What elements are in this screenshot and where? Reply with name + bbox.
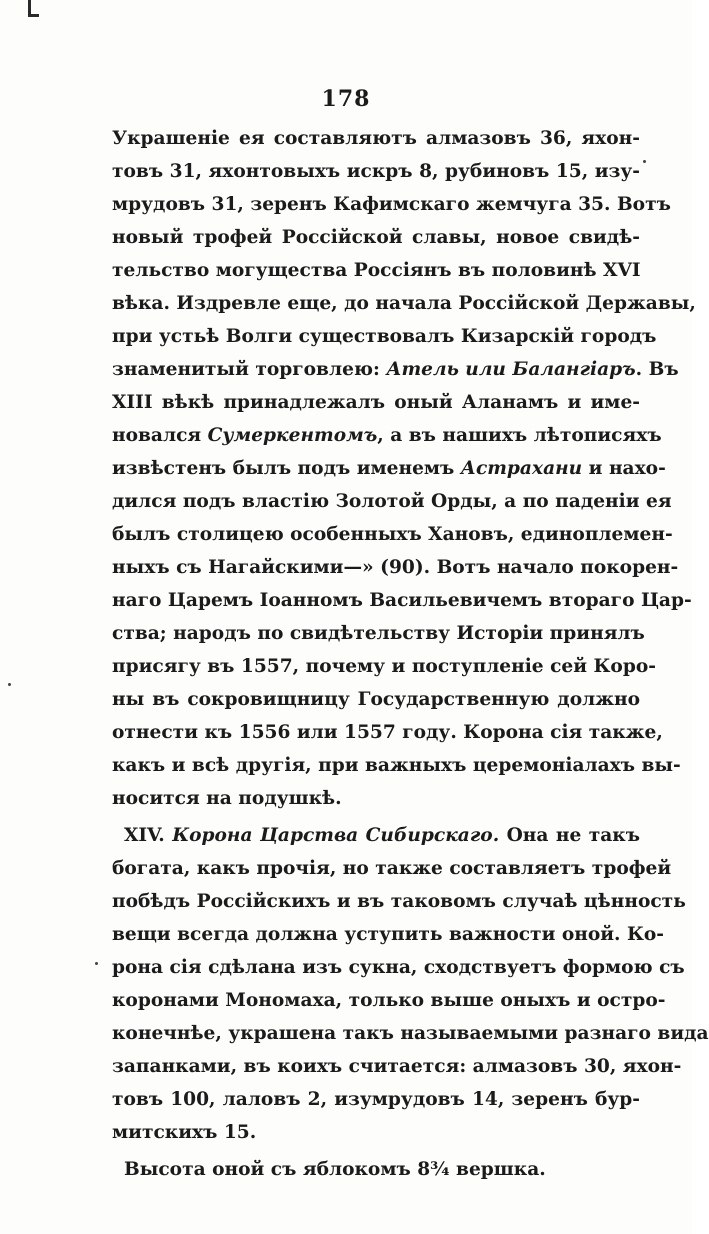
text-segment: ныхъ съ Нагайскими—» (90). Вотъ начало покорен- <box>112 557 679 578</box>
text-segment: товъ 31, яхонтовыхъ искръ 8, рубиновъ 15, изу- <box>112 161 640 182</box>
text-segment: знаменитый торговлею: <box>112 359 387 380</box>
text-line <box>112 984 666 1017</box>
text-segment: Высота оной съ яблокомъ 8¾ вершка. <box>124 1159 546 1180</box>
text-line <box>112 122 640 155</box>
page-edge-mark <box>28 0 39 17</box>
text-segment: ны въ сокровищницу Государственную должно <box>112 689 640 710</box>
text-line <box>112 1153 640 1186</box>
text-segment: носится на подушкѣ. <box>112 788 342 809</box>
text-line <box>112 918 665 951</box>
text-segment: Она не такъ <box>499 825 640 846</box>
ink-speck <box>643 160 646 163</box>
body-text <box>112 122 709 1186</box>
text-segment: XIII вѣкѣ принадлежалъ оный Аланамъ и име- <box>112 392 640 413</box>
text-segment: былъ столицею особенныхъ Хановъ, единоплемен- <box>112 524 673 545</box>
text-line <box>112 320 657 353</box>
text-line <box>112 1050 682 1083</box>
text-line <box>112 1083 640 1116</box>
text-segment: конечнѣе, украшена такъ называемыми разнаго вида <box>112 1023 709 1044</box>
text-segment: извѣстенъ былъ подъ именемъ <box>112 458 461 479</box>
text-line <box>112 1116 640 1149</box>
text-line <box>112 852 672 885</box>
italic-text: Атель или Балангіаръ <box>386 359 636 380</box>
italic-text: Сумеркентомъ <box>207 425 378 446</box>
text-segment: коронами Мономаха, только выше оныхъ и остро- <box>112 990 666 1011</box>
text-line <box>112 287 696 320</box>
text-line <box>112 819 640 852</box>
italic-text: Корона Царства Сибирскаго. <box>172 825 500 846</box>
text-line <box>112 716 663 749</box>
text-line <box>112 683 640 716</box>
text-segment: при устьѣ Волги существовалъ Кизарскій городъ <box>112 326 657 347</box>
text-segment: тельство могущества Россіянъ въ половинѣ XVI <box>112 260 641 281</box>
page-number: 178 <box>321 86 371 112</box>
text-segment: вещи всегда должна уступить важности оной. Ко- <box>112 924 665 945</box>
text-segment: ства; народъ по свидѣтельству Исторіи принялъ <box>112 623 645 644</box>
text-segment: присягу въ 1557, почему и поступленіе сей Коро- <box>112 656 656 677</box>
italic-text: Астрахани <box>460 458 583 479</box>
text-segment: побѣдъ Россійскихъ и въ таковомъ случаѣ цѣнность <box>112 891 686 912</box>
text-line <box>112 584 692 617</box>
text-segment: . Въ <box>635 359 679 380</box>
text-line <box>112 951 685 984</box>
text-line <box>112 188 671 221</box>
text-line <box>112 485 672 518</box>
text-segment: митскихъ 15. <box>112 1122 257 1143</box>
text-segment: товъ 100, лаловъ 2, изумрудовъ 14, зеренъ бур- <box>112 1089 640 1110</box>
text-line <box>112 254 640 287</box>
text-segment: , а въ нашихъ лѣтописяхъ <box>377 425 662 446</box>
text-segment: XIV. <box>124 825 173 846</box>
text-line <box>112 518 673 551</box>
text-line <box>112 155 640 188</box>
text-segment: рона сія сдѣлана изъ сукна, сходствуетъ формою съ <box>112 957 685 978</box>
text-segment: дился подъ властію Золотой Орды, а по паденіи ея <box>112 491 672 512</box>
text-line <box>112 650 656 683</box>
text-segment: и нахо- <box>582 458 666 479</box>
ink-speck <box>95 962 98 965</box>
text-segment: Украшеніе ея составляютъ алмазовъ 36, яхон- <box>112 128 640 149</box>
text-line <box>112 419 662 452</box>
text-line <box>112 452 666 485</box>
text-line <box>112 885 686 918</box>
text-segment: богата, какъ прочія, но также составляетъ трофей <box>112 858 672 879</box>
text-line <box>112 617 645 650</box>
text-line <box>112 221 640 254</box>
text-segment: какъ и всѣ другія, при важныхъ церемоніалахъ вы- <box>112 755 681 776</box>
text-segment: отнести къ 1556 или 1557 году. Корона сія также, <box>112 722 663 743</box>
text-segment: наго Царемъ Іоанномъ Васильевичемъ втораго Цар- <box>112 590 692 611</box>
text-line <box>112 551 679 584</box>
text-line <box>112 1017 709 1050</box>
text-line <box>112 782 640 815</box>
text-segment: новался <box>112 425 208 446</box>
text-segment: новый трофей Россійской славы, новое свидѣ- <box>112 227 640 248</box>
text-line <box>112 353 679 386</box>
ink-speck <box>8 683 11 686</box>
text-line <box>112 749 681 782</box>
text-segment: запанками, въ коихъ считается: алмазовъ 30, яхон- <box>112 1056 682 1077</box>
text-segment: вѣка. Издревле еще, до начала Россійской Державы, <box>112 293 696 314</box>
text-line <box>112 386 640 419</box>
text-segment: мрудовъ 31, зеренъ Кафимскаго жемчуга 35. Вотъ <box>112 194 671 215</box>
